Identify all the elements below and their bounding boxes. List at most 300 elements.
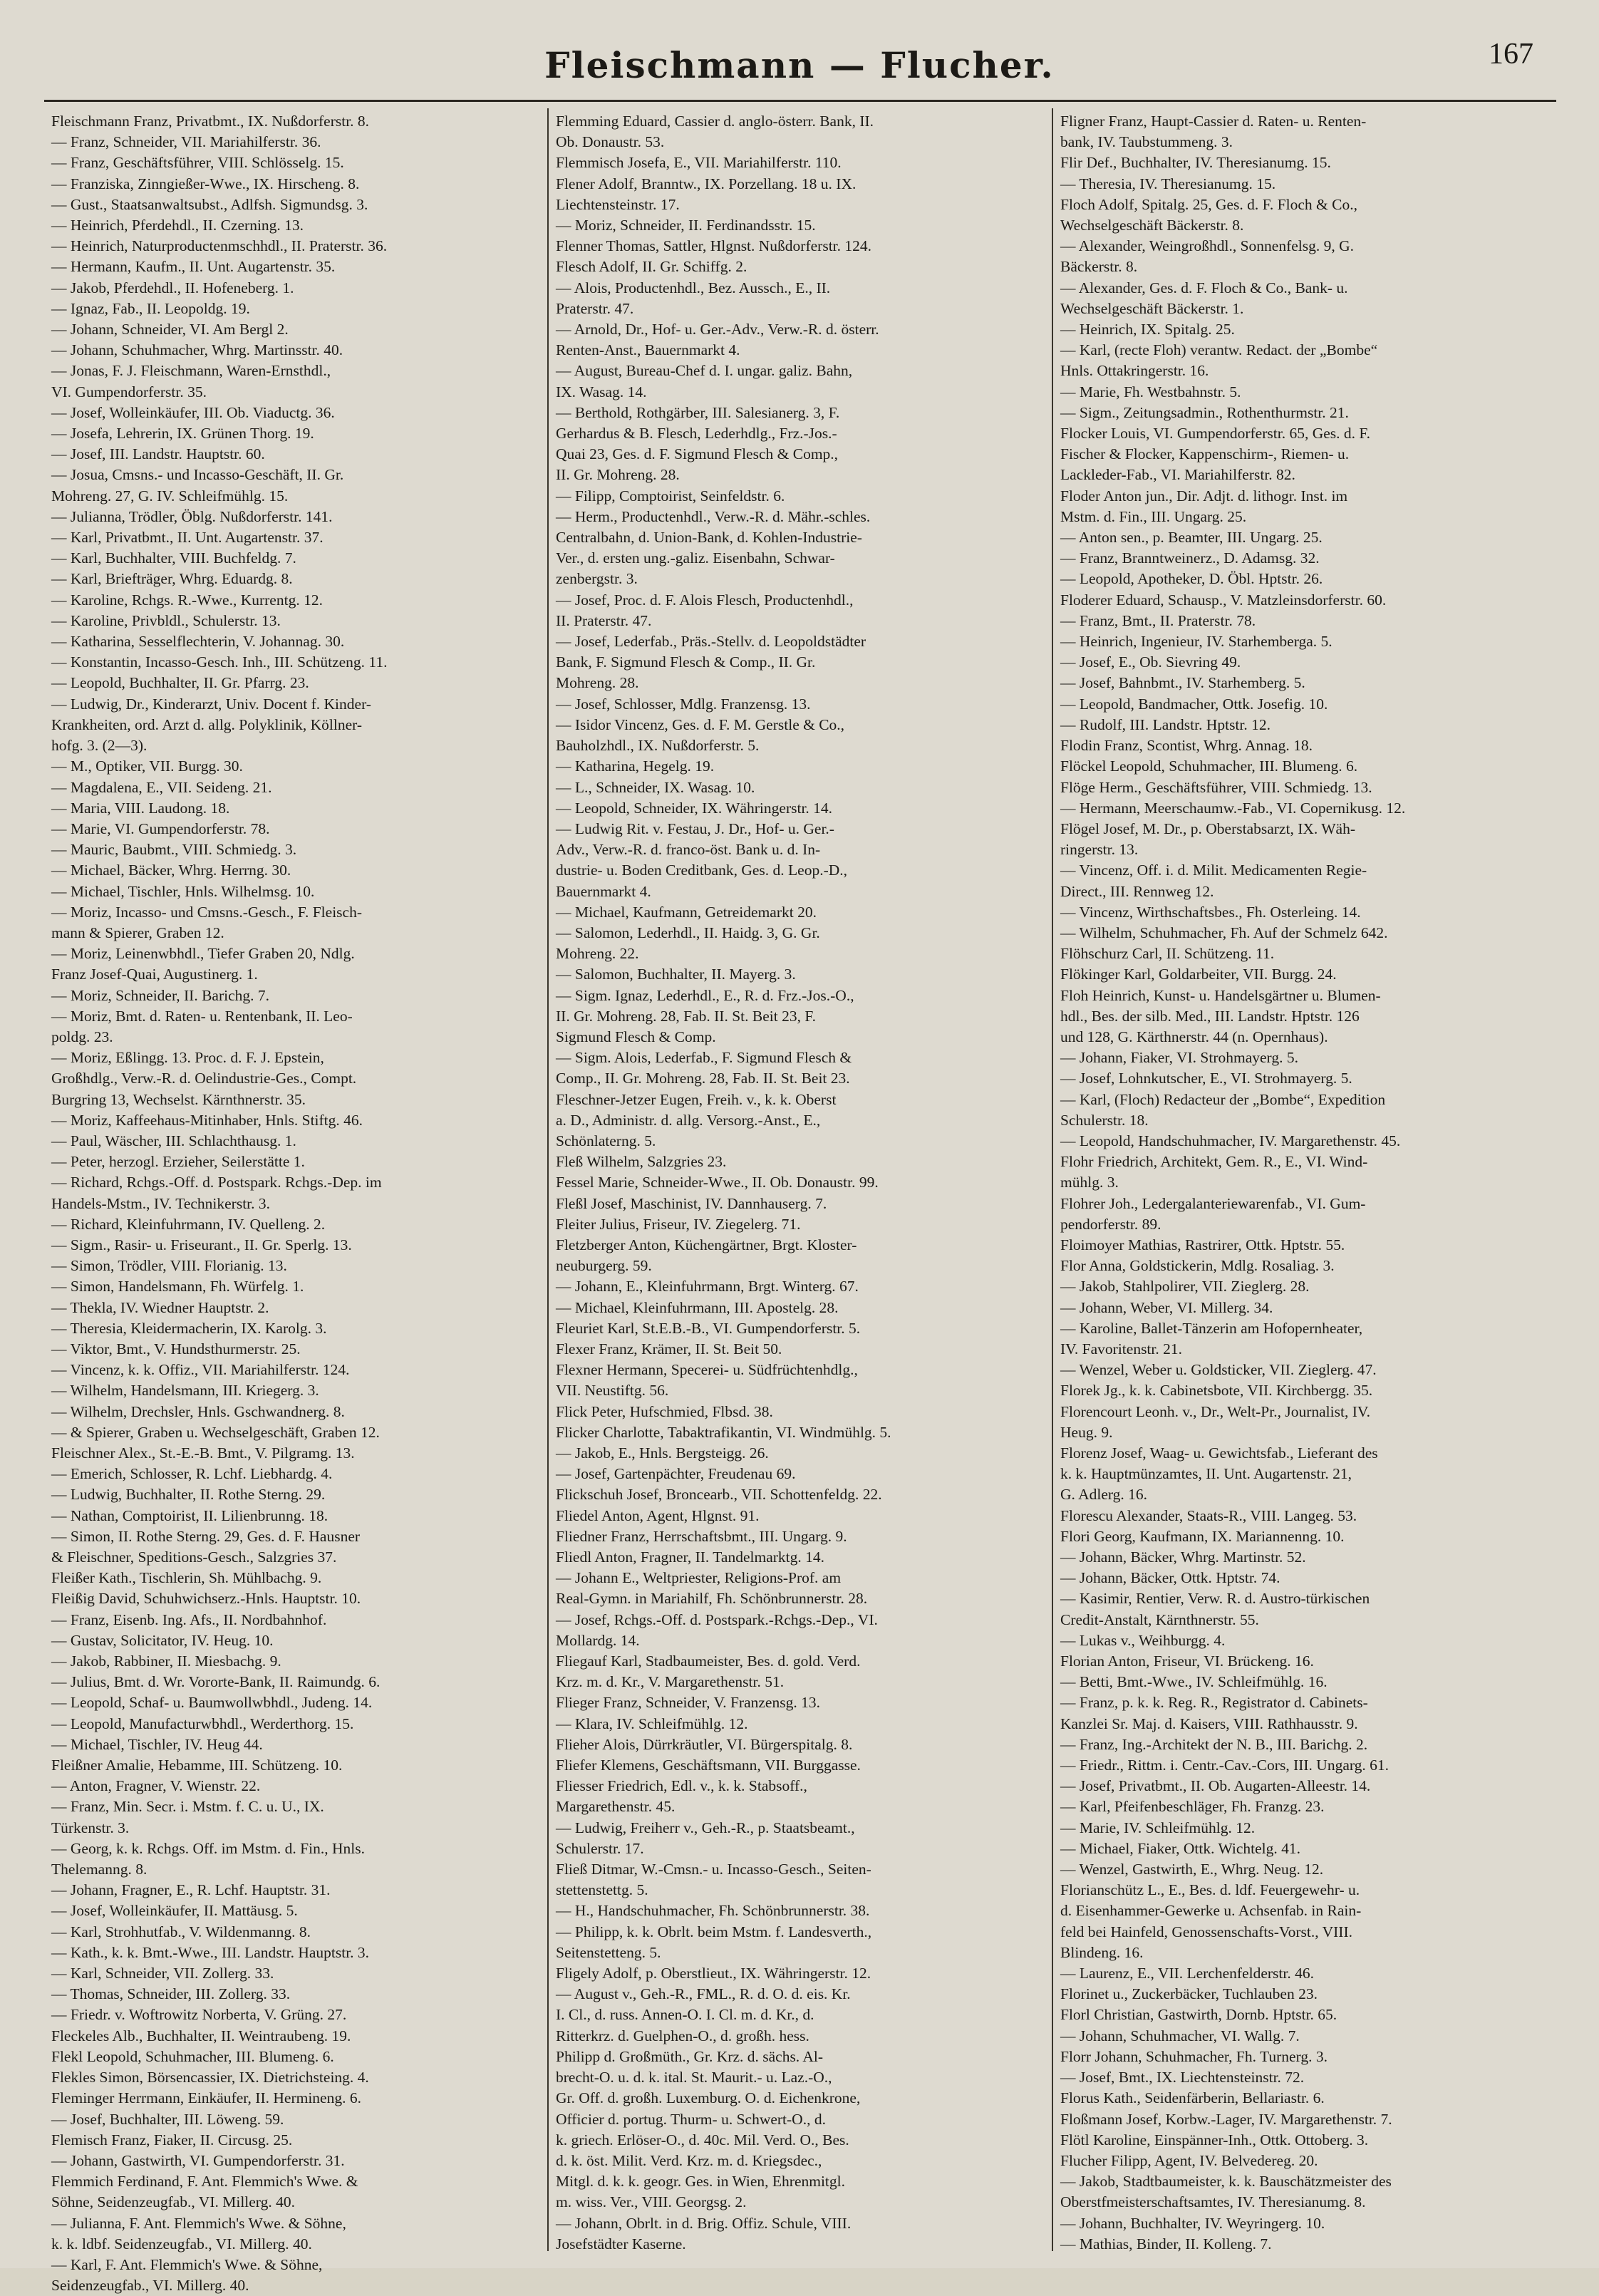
directory-entry-line: Fligely Adolf, p. Oberstlieut., IX. Währingerstr. 12. — [556, 1965, 871, 1982]
directory-entry-line: — Johann, Schuhmacher, VI. Wallg. 7. — [1060, 2027, 1300, 2044]
directory-entry-line: — Wilhelm, Handelsmann, III. Kriegerg. 3. — [51, 1382, 319, 1400]
directory-entry-line: — Jonas, F. J. Fleischmann, Waren-Ernsthdl., — [51, 362, 331, 380]
directory-entry-line: — Lukas v., Weihburgg. 4. — [1060, 1631, 1226, 1649]
directory-entry-line: und 128, G. Kärthnerstr. 44 (n. Opernhaus). — [1060, 1028, 1328, 1045]
directory-entry-line: Fleiter Julius, Friseur, IV. Ziegelerg. 71. — [556, 1215, 801, 1233]
directory-entry-line: — Karl, (recte Floh) verantw. Redact. der „Bombe“ — [1060, 341, 1378, 359]
directory-entry-line: — Julianna, Trödler, Öblg. Nußdorferstr. 141. — [51, 507, 333, 525]
directory-entry-line: — Ludwig, Buchhalter, II. Rothe Sterng. 29. — [51, 1486, 326, 1504]
directory-entry-line: Fleischmann Franz, Privatbmt., IX. Nußdorferstr. 8. — [51, 113, 370, 130]
directory-entry-line: — Salomon, Buchhalter, II. Mayerg. 3. — [556, 966, 796, 983]
directory-entry-line: — Betti, Bmt.-Wwe., IV. Schleifmühlg. 16. — [1060, 1673, 1328, 1691]
directory-entry-line: Adv., Verw.-R. d. franco-öst. Bank u. d. In- — [556, 841, 821, 859]
directory-entry-line: — Leopold, Apotheker, D. Öbl. Hptstr. 26. — [1060, 570, 1323, 588]
directory-entry-line: stettenstettg. 5. — [556, 1881, 648, 1899]
directory-entry-line: d. Eisenhammer-Gewerke u. Achsenfab. in Rain- — [1060, 1902, 1362, 1920]
directory-entry-line: — Karoline, Privbldl., Schulerstr. 13. — [51, 611, 281, 629]
directory-entry-line: Florr Johann, Schuhmacher, Fh. Turnerg. 3. — [1060, 2047, 1328, 2065]
directory-entry-line: — Heinrich, Pferdehdl., II. Czerning. 13. — [51, 217, 304, 234]
directory-entry-line: VI. Gumpendorferstr. 35. — [51, 383, 207, 400]
directory-entry-line: Bank, F. Sigmund Flesch & Comp., II. Gr. — [556, 653, 816, 671]
directory-entry-line: Flesch Adolf, II. Gr. Schiffg. 2. — [556, 258, 747, 276]
directory-entry-line: — Thekla, IV. Wiedner Hauptstr. 2. — [51, 1298, 269, 1316]
directory-entry-line: — Alexander, Weingroßhdl., Sonnenfelsg. 9, G. — [1060, 237, 1355, 255]
directory-entry-line: — Josef, Lohnkutscher, E., VI. Strohmayerg. 5. — [1060, 1070, 1352, 1087]
directory-entry-line: Flemming Eduard, Cassier d. anglo-österr. Bank, II. — [556, 113, 874, 130]
directory-entry-line: Floßmann Josef, Korbw.-Lager, IV. Margarethenstr. 7. — [1060, 2110, 1392, 2128]
directory-entry-line: Real-Gymn. in Mariahilf, Fh. Schönbrunnerstr. 28. — [556, 1590, 868, 1608]
directory-entry-line: Josefstädter Kaserne. — [556, 2235, 686, 2253]
directory-entry-line: — Leopold, Manufacturwbhdl., Werderthorg. 15. — [51, 1715, 354, 1732]
directory-entry-line: Franz Josef-Quai, Augustinerg. 1. — [51, 966, 258, 983]
directory-entry-line: — Josef, E., Ob. Sievring 49. — [1060, 653, 1241, 671]
directory-entry-line: — Nathan, Comptoirist, II. Lilienbrunng. 18. — [51, 1506, 328, 1524]
directory-column-1 — [44, 108, 547, 2295]
directory-entry-line: Fischer & Flocker, Kappenschirm-, Riemen- u. — [1060, 445, 1350, 463]
directory-entry-line: — Johann, Bäcker, Ottk. Hptstr. 74. — [1060, 1569, 1280, 1587]
directory-entry-line: Florenz Josef, Waag- u. Gewichtsfab., Lieferant des — [1060, 1444, 1378, 1462]
directory-entry-line: — Johann, E., Kleinfuhrmann, Brgt. Winterg. 67. — [556, 1278, 859, 1296]
directory-entry-line: — Karoline, Rchgs. R.-Wwe., Kurrentg. 12. — [51, 591, 323, 609]
directory-entry-line: — Friedr., Rittm. i. Centr.-Cav.-Cors, III. Ungarg. 61. — [1060, 1757, 1390, 1774]
directory-entry-line: — Peter, herzogl. Erzieher, Seilerstätte 1. — [51, 1153, 305, 1171]
directory-entry-line: Flexner Hermann, Specerei- u. Südfrüchtenhdlg., — [556, 1361, 858, 1379]
directory-entry-line: — Sigm. Alois, Lederfab., F. Sigmund Flesch & — [556, 1049, 852, 1067]
directory-entry-line: Seitenstetteng. 5. — [556, 1943, 661, 1961]
directory-entry-line: — Moriz, Bmt. d. Raten- u. Rentenbank, II. Leo- — [51, 1007, 353, 1025]
directory-entry-line: Seidenzeugfab., VI. Millerg. 40. — [51, 2277, 249, 2295]
directory-entry-line: Kanzlei Sr. Maj. d. Kaisers, VIII. Rathhausstr. 9. — [1060, 1715, 1358, 1732]
directory-entry-line: Officier d. portug. Thurm- u. Schwert-O., d. — [556, 2110, 826, 2128]
directory-entry-line: — Karoline, Ballet-Tänzerin am Hofopernheater, — [1060, 1319, 1363, 1337]
directory-entry-line: — Moriz, Schneider, II. Ferdinandsstr. 15. — [556, 217, 816, 234]
directory-entry-line: — Filipp, Comptoirist, Seinfeldstr. 6. — [556, 487, 785, 505]
directory-entry-line: — Josefa, Lehrerin, IX. Grünen Thorg. 19. — [51, 425, 314, 443]
directory-entry-line: — Vincenz, Off. i. d. Milit. Medicamenten Regie- — [1060, 862, 1367, 879]
directory-entry-line: — Gustav, Solicitator, IV. Heug. 10. — [51, 1631, 274, 1649]
directory-entry-line: — Anton sen., p. Beamter, III. Ungarg. 25. — [1060, 529, 1323, 547]
directory-entry-line: Liechtensteinstr. 17. — [556, 195, 680, 213]
directory-entry-line: II. Praterstr. 47. — [556, 611, 652, 629]
directory-entry-line: Quai 23, Ges. d. F. Sigmund Flesch & Comp., — [556, 445, 839, 463]
directory-entry-line: Flucher Filipp, Agent, IV. Belvedereg. 20. — [1060, 2151, 1318, 2169]
directory-entry-line: Fließ Ditmar, W.-Cmsn.- u. Incasso-Gesch., Seiten- — [556, 1861, 871, 1878]
directory-entry-line: — H., Handschuhmacher, Fh. Schönbrunnerstr. 38. — [556, 1902, 870, 1920]
directory-entry-line: — Sigm., Zeitungsadmin., Rothenthurmstr. 21. — [1060, 403, 1349, 421]
directory-entry-line: hofg. 3. (2—3). — [51, 737, 148, 755]
directory-entry-line: Flötl Karoline, Einspänner-Inh., Ottk. Ottoberg. 3. — [1060, 2131, 1369, 2148]
directory-entry-line: — Karl, Strohhutfab., V. Wildenmanng. 8. — [51, 1923, 311, 1940]
directory-entry-line: Flöckel Leopold, Schuhmacher, III. Blumeng. 6. — [1060, 757, 1358, 775]
directory-entry-line: Flohrer Joh., Ledergalanteriewarenfab., VI. Gum- — [1060, 1194, 1366, 1212]
directory-entry-line: ringerstr. 13. — [1060, 841, 1139, 859]
directory-entry-line: — Moriz, Kaffeehaus-Mitinhaber, Hnls. Stiftg. 46. — [51, 1111, 363, 1129]
header-rule — [44, 100, 1556, 102]
directory-entry-line: Flickschuh Josef, Broncearb., VII. Schottenfeldg. 22. — [556, 1486, 882, 1504]
directory-entry-line: Florus Kath., Seidenfärberin, Bellariastr. 6. — [1060, 2089, 1325, 2107]
directory-entry-line: — Michael, Tischler, Hnls. Wilhelmsg. 10. — [51, 882, 315, 900]
directory-entry-line: Wechselgeschäft Bäckerstr. 1. — [1060, 299, 1244, 317]
directory-entry-line: Flögel Josef, M. Dr., p. Oberstabsarzt, IX. Wäh- — [1060, 819, 1355, 837]
directory-entry-line: Fleschner-Jetzer Eugen, Freih. v., k. k. Oberst — [556, 1090, 837, 1108]
directory-entry-line: Mitgl. d. k. k. geogr. Ges. in Wien, Ehrenmitgl. — [556, 2173, 846, 2191]
directory-entry-line: Ritterkrz. d. Guelphen-O., d. großh. hess. — [556, 2027, 809, 2044]
directory-entry-line: Flicker Charlotte, Tabaktrafikantin, VI. Windmühlg. 5. — [556, 1423, 891, 1441]
directory-entry-line: — Heinrich, IX. Spitalg. 25. — [1060, 321, 1235, 338]
directory-entry-line: — Kath., k. k. Bmt.-Wwe., III. Landstr. Hauptstr. 3. — [51, 1943, 370, 1961]
directory-entry-line: Florinet u., Zuckerbäcker, Tuchlauben 23. — [1060, 1985, 1318, 2003]
directory-entry-line: Credit-Anstalt, Kärnthnerstr. 55. — [1060, 1610, 1259, 1628]
directory-entry-line: brecht-O. u. d. k. ital. St. Maurit.- u. Laz.-O., — [556, 2069, 832, 2086]
directory-entry-line: a. D., Administr. d. allg. Versorg.-Anst., E., — [556, 1111, 821, 1129]
directory-entry-line: — Alexander, Ges. d. F. Floch & Co., Bank- u. — [1060, 279, 1348, 296]
directory-entry-line: — Johann, Fragner, E., R. Lchf. Hauptstr. 31. — [51, 1881, 331, 1899]
directory-entry-line: Hnls. Ottakringerstr. 16. — [1060, 362, 1209, 380]
directory-entry-line: — Josef, Schlosser, Mdlg. Franzensg. 13. — [556, 695, 811, 713]
directory-entry-line: — L., Schneider, IX. Wasag. 10. — [556, 778, 755, 796]
directory-entry-line: — August, Bureau-Chef d. I. ungar. galiz. Bahn, — [556, 362, 853, 380]
directory-entry-line: — Ludwig, Freiherr v., Geh.-R., p. Staatsbeamt., — [556, 1819, 855, 1836]
directory-entry-line: Bauholzhdl., IX. Nußdorferstr. 5. — [556, 737, 760, 755]
directory-entry-line: Ob. Donaustr. 53. — [556, 133, 665, 151]
directory-entry-line: Blindeng. 16. — [1060, 1943, 1144, 1961]
directory-entry-line: Ver., d. ersten ung.-galiz. Eisenbahn, Schwar- — [556, 549, 835, 567]
directory-entry-line: — Theresia, Kleidermacherin, IX. Karolg. 3. — [51, 1319, 327, 1337]
directory-entry-line: Heug. 9. — [1060, 1423, 1113, 1441]
directory-entry-line: Fleuriet Karl, St.E.B.-B., VI. Gumpendorferstr. 5. — [556, 1319, 861, 1337]
directory-entry-line: Fletzberger Anton, Küchengärtner, Brgt. Kloster- — [556, 1236, 857, 1253]
directory-entry-line: IV. Favoritenstr. 21. — [1060, 1340, 1183, 1358]
directory-entry-line: — Rudolf, III. Landstr. Hptstr. 12. — [1060, 715, 1271, 733]
directory-entry-line: — Josef, Wolleinkäufer, III. Ob. Viaductg. 36. — [51, 403, 335, 421]
directory-entry-line: — Wenzel, Weber u. Goldsticker, VII. Zieglerg. 47. — [1060, 1361, 1377, 1379]
directory-entry-line: Krz. m. d. Kr., V. Margarethenstr. 51. — [556, 1673, 785, 1691]
directory-entry-line: Mohreng. 22. — [556, 945, 639, 963]
directory-entry-line: — Richard, Rchgs.-Off. d. Postspark. Rchgs.-Dep. im — [51, 1174, 382, 1191]
directory-entry-line: G. Adlerg. 16. — [1060, 1486, 1148, 1504]
directory-entry-line: — Moriz, Eßlingg. 13. Proc. d. F. J. Epstein, — [51, 1049, 324, 1067]
directory-entry-line: — Alois, Productenhdl., Bez. Aussch., E., II. — [556, 279, 831, 296]
directory-entry-line: — Sigm., Rasir- u. Friseurant., II. Gr. Sperlg. 13. — [51, 1236, 352, 1253]
directory-entry-line: Flökinger Karl, Goldarbeiter, VII. Burgg. 24. — [1060, 966, 1337, 983]
directory-entry-line: — Julianna, F. Ant. Flemmich's Wwe. & Söhne, — [51, 2214, 346, 2232]
directory-entry-line: — Franz, Eisenb. Ing. Afs., II. Nordbahnhof. — [51, 1610, 327, 1628]
directory-entry-line: Mollardg. 14. — [556, 1631, 640, 1649]
directory-entry-line: Mohreng. 27, G. IV. Schleifmühlg. 15. — [51, 487, 289, 505]
directory-entry-line: — Josef, Rchgs.-Off. d. Postspark.-Rchgs.-Dep., VI. — [556, 1610, 878, 1628]
directory-entry-line: Flodin Franz, Scontist, Whrg. Annag. 18. — [1060, 737, 1313, 755]
directory-entry-line: — Viktor, Bmt., V. Hundsthurmerstr. 25. — [51, 1340, 301, 1358]
directory-entry-line: Flekles Simon, Börsencassier, IX. Dietrichsteing. 4. — [51, 2069, 369, 2086]
directory-entry-line: I. Cl., d. russ. Annen-O. I. Cl. m. d. Kr., d. — [556, 2006, 814, 2024]
directory-entry-line: Florek Jg., k. k. Cabinetsbote, VII. Kirchbergg. 35. — [1060, 1382, 1373, 1400]
directory-entry-line: Fliesser Friedrich, Edl. v., k. k. Stabsoff., — [556, 1777, 807, 1795]
directory-entry-line: II. Gr. Mohreng. 28. — [556, 466, 680, 484]
directory-entry-line: Floder Anton jun., Dir. Adjt. d. lithogr. Inst. im — [1060, 487, 1348, 505]
directory-entry-line: — Josef, Buchhalter, III. Löweng. 59. — [51, 2110, 284, 2128]
directory-entry-line: Florl Christian, Gastwirth, Dornb. Hptstr. 65. — [1060, 2006, 1337, 2024]
directory-entry-line: — Ludwig Rit. v. Festau, J. Dr., Hof- u. Ger.- — [556, 819, 834, 837]
directory-entry-line: k. k. ldbf. Seidenzeugfab., VI. Millerg. 40. — [51, 2235, 312, 2253]
directory-entry-line: Flieher Alois, Dürrkräutler, VI. Bürgerspitalg. 8. — [556, 1735, 853, 1753]
directory-entry-line: Großhdlg., Verw.-R. d. Oelindustrie-Ges., Compt. — [51, 1070, 357, 1087]
directory-entry-line: — Franz, Branntweinerz., D. Adamsg. 32. — [1060, 549, 1320, 567]
directory-entry-line: — Richard, Kleinfuhrmann, IV. Quelleng. 2. — [51, 1215, 326, 1233]
directory-entry-line: — Moriz, Incasso- und Cmsns.-Gesch., F. Fleisch- — [51, 903, 362, 921]
directory-entry-line: Centralbahn, d. Union-Bank, d. Kohlen-Industrie- — [556, 529, 862, 547]
directory-entry-line: & Fleischner, Speditions-Gesch., Salzgries 37. — [51, 1548, 337, 1566]
directory-entry-line: — Michael, Bäcker, Whrg. Herrng. 30. — [51, 862, 291, 879]
directory-entry-line: Fessel Marie, Schneider-Wwe., II. Ob. Donaustr. 99. — [556, 1174, 879, 1191]
page-number: 167 — [1489, 38, 1533, 71]
directory-entry-line: Flener Adolf, Branntw., IX. Porzellang. 18 u. IX. — [556, 175, 857, 192]
directory-entry-line: — Johann, Fiaker, VI. Strohmayerg. 5. — [1060, 1049, 1298, 1067]
directory-entry-line: Handels-Mstm., IV. Technikerstr. 3. — [51, 1194, 271, 1212]
directory-entry-line: — Karl, F. Ant. Flemmich's Wwe. & Söhne, — [51, 2255, 323, 2273]
directory-entry-line: Fliefer Klemens, Geschäftsmann, VII. Burggasse. — [556, 1757, 861, 1774]
directory-entry-line: — Herm., Productenhdl., Verw.-R. d. Mähr.-schles. — [556, 507, 871, 525]
directory-entry-line: — Leopold, Buchhalter, II. Gr. Pfarrg. 23. — [51, 674, 309, 692]
directory-entry-line: — Katharina, Sesselflechterin, V. Johannag. 30. — [51, 633, 345, 651]
directory-entry-line: Fliedel Anton, Agent, Hlgnst. 91. — [556, 1506, 760, 1524]
directory-entry-line: — & Spierer, Graben u. Wechselgeschäft, Graben 12. — [51, 1423, 380, 1441]
directory-entry-line: Schulerstr. 17. — [556, 1839, 644, 1857]
directory-entry-line: — Wenzel, Gastwirth, E., Whrg. Neug. 12. — [1060, 1861, 1324, 1878]
directory-entry-line: — Johann, Weber, VI. Millerg. 34. — [1060, 1298, 1273, 1316]
directory-entry-line: — Michael, Kaufmann, Getreidemarkt 20. — [556, 903, 817, 921]
directory-entry-line: hdl., Bes. der silb. Med., III. Landstr. Hptstr. 126 — [1060, 1007, 1360, 1025]
directory-entry-line: Florencourt Leonh. v., Dr., Welt-Pr., Journalist, IV. — [1060, 1402, 1370, 1420]
directory-entry-line: — Franz, Min. Secr. i. Mstm. f. C. u. U., IX. — [51, 1798, 324, 1816]
directory-entry-line: zenbergstr. 3. — [556, 570, 638, 588]
directory-entry-line: — Anton, Fragner, V. Wienstr. 22. — [51, 1777, 261, 1795]
directory-entry-line: — Jakob, Rabbiner, II. Miesbachg. 9. — [51, 1653, 281, 1670]
directory-entry-line: — Klara, IV. Schleifmühlg. 12. — [556, 1715, 748, 1732]
directory-entry-line: — August v., Geh.-R., FML., R. d. O. d. eis. Kr. — [556, 1985, 851, 2003]
directory-entry-line: — Jakob, Stahlpolirer, VII. Zieglerg. 28. — [1060, 1278, 1310, 1296]
directory-entry-line: Flemmich Ferdinand, F. Ant. Flemmich's Wwe. & — [51, 2173, 358, 2191]
directory-entry-line: Flemmisch Josefa, E., VII. Mariahilferstr. 110. — [556, 154, 842, 172]
directory-entry-line: — Johann, Obrlt. in d. Brig. Offiz. Schule, VIII. — [556, 2214, 852, 2232]
directory-entry-line: Schönlaterng. 5. — [556, 1132, 656, 1149]
directory-entry-line: Fleißig David, Schuhwichserz.-Hnls. Hauptstr. 10. — [51, 1590, 361, 1608]
directory-entry-line: — Josef, Lederfab., Präs.-Stellv. d. Leopoldstädter — [556, 633, 866, 651]
directory-entry-line: — Wilhelm, Schuhmacher, Fh. Auf der Schmelz 642. — [1060, 924, 1388, 941]
directory-entry-line: — Heinrich, Naturproductenmschhdl., II. Praterstr. 36. — [51, 237, 388, 255]
directory-entry-line: Flexer Franz, Krämer, II. St. Beit 50. — [556, 1340, 782, 1358]
directory-entry-line: Fleminger Herrmann, Einkäufer, II. Hermineng. 6. — [51, 2089, 361, 2107]
directory-entry-line: — Vincenz, k. k. Offiz., VII. Mariahilferstr. 124. — [51, 1361, 350, 1379]
directory-entry-line: Bauernmarkt 4. — [556, 882, 651, 900]
directory-entry-line: — Philipp, k. k. Obrlt. beim Mstm. f. Landesverth., — [556, 1923, 872, 1940]
directory-entry-line: — Leopold, Handschuhmacher, IV. Margarethenstr. 45. — [1060, 1132, 1401, 1149]
directory-entry-line: — Emerich, Schlosser, R. Lchf. Liebhardg. 4. — [51, 1465, 333, 1483]
directory-entry-line: Philipp d. Großmüth., Gr. Krz. d. sächs. Al- — [556, 2047, 824, 2065]
directory-entry-line: — Simon, II. Rothe Sterng. 29, Ges. d. F. Hausner — [51, 1527, 361, 1545]
directory-entry-line: — Franz, Bmt., II. Praterstr. 78. — [1060, 611, 1256, 629]
directory-entry-line: — Gust., Staatsanwaltsubst., Adlfsh. Sigmundsg. 3. — [51, 195, 368, 213]
directory-entry-line: — Moriz, Leinenwbhdl., Tiefer Graben 20, Ndlg. — [51, 945, 355, 963]
directory-entry-line: Flemisch Franz, Fiaker, II. Circusg. 25. — [51, 2131, 293, 2148]
directory-entry-line: Florian Anton, Friseur, VI. Brückeng. 16. — [1060, 1653, 1314, 1670]
directory-entry-line: — Josef, Bahnbmt., IV. Starhemberg. 5. — [1060, 674, 1305, 692]
directory-entry-line: — Johann E., Weltpriester, Religions-Prof. am — [556, 1569, 842, 1587]
directory-entry-line: Flick Peter, Hufschmied, Flbsd. 38. — [556, 1402, 773, 1420]
directory-entry-line: Flir Def., Buchhalter, IV. Theresianumg. 15. — [1060, 154, 1331, 172]
directory-entry-line: pendorferstr. 89. — [1060, 1215, 1161, 1233]
directory-entry-line: — Leopold, Schaf- u. Baumwollwbhdl., Judeng. 14. — [51, 1694, 373, 1712]
directory-entry-line: — Josef, III. Landstr. Hauptstr. 60. — [51, 445, 265, 463]
directory-entry-line: — Karl, Privatbmt., II. Unt. Augartenstr. 37. — [51, 529, 324, 547]
directory-entry-line: — Franz, p. k. k. Reg. R., Registrator d. Cabinets- — [1060, 1694, 1368, 1712]
directory-entry-line: — Franz, Geschäftsführer, VIII. Schlösselg. 15. — [51, 154, 344, 172]
directory-entry-line: — Georg, k. k. Rchgs. Off. im Mstm. d. Fin., Hnls. — [51, 1839, 365, 1857]
directory-entry-line: Fleß Wilhelm, Salzgries 23. — [556, 1153, 727, 1171]
directory-entry-line: k. k. Hauptmünzamtes, II. Unt. Augartenstr. 21, — [1060, 1465, 1352, 1483]
directory-entry-line: — Johann, Bäcker, Whrg. Martinstr. 52. — [1060, 1548, 1306, 1566]
directory-entry-line: Floimoyer Mathias, Rastrirer, Ottk. Hptstr. 55. — [1060, 1236, 1345, 1253]
directory-entry-line: — Michael, Fiaker, Ottk. Wichtelg. 41. — [1060, 1839, 1301, 1857]
directory-entry-line: Floch Adolf, Spitalg. 25, Ges. d. F. Floch & Co., — [1060, 195, 1357, 213]
directory-entry-line: Renten-Anst., Bauernmarkt 4. — [556, 341, 740, 359]
directory-entry-line: Fleißer Kath., Tischlerin, Sh. Mühlbachg. 9. — [51, 1569, 322, 1587]
directory-entry-line: Flieger Franz, Schneider, V. Franzensg. 13. — [556, 1694, 820, 1712]
directory-entry-line: Oberstfmeisterschaftsamtes, IV. Theresianumg. 8. — [1060, 2193, 1366, 2211]
directory-entry-line: Söhne, Seidenzeugfab., VI. Millerg. 40. — [51, 2193, 295, 2211]
directory-entry-line: Sigmund Flesch & Comp. — [556, 1028, 716, 1045]
directory-entry-line: — Marie, IV. Schleifmühlg. 12. — [1060, 1819, 1256, 1836]
directory-entry-line: Fleißner Amalie, Hebamme, III. Schützeng. 10. — [51, 1757, 343, 1774]
directory-entry-line: — Paul, Wäscher, III. Schlachthausg. 1. — [51, 1132, 296, 1149]
directory-entry-line: — Josef, Proc. d. F. Alois Flesch, Productenhdl., — [556, 591, 854, 609]
directory-entry-line: — Josef, Gartenpächter, Freudenau 69. — [556, 1465, 796, 1483]
directory-entry-line: Flenner Thomas, Sattler, Hlgnst. Nußdorferstr. 124. — [556, 237, 872, 255]
directory-entry-line: Gerhardus & B. Flesch, Lederhdlg., Frz.-Jos.- — [556, 425, 837, 443]
directory-entry-line: — Salomon, Lederhdl., II. Haidg. 3, G. Gr. — [556, 924, 820, 941]
directory-entry-line: Flori Georg, Kaufmann, IX. Mariannenng. 10. — [1060, 1527, 1345, 1545]
directory-entry-line: — Katharina, Hegelg. 19. — [556, 757, 715, 775]
directory-entry-line: Florescu Alexander, Staats-R., VIII. Langeg. 53. — [1060, 1506, 1357, 1524]
directory-entry-line: Fleischner Alex., St.-E.-B. Bmt., V. Pilgramg. 13. — [51, 1444, 355, 1462]
directory-entry-line: Schulerstr. 18. — [1060, 1111, 1149, 1129]
directory-entry-line: Burgring 13, Wechselst. Kärnthnerstr. 35. — [51, 1090, 306, 1108]
directory-entry-line: — Mauric, Baubmt., VIII. Schmiedg. 3. — [51, 841, 297, 859]
page-header — [0, 29, 1599, 107]
directory-columns — [44, 108, 1556, 2295]
directory-entry-line: neuburgerg. 59. — [556, 1257, 652, 1275]
directory-entry-line: — Leopold, Schneider, IX. Währingerstr. 14. — [556, 799, 833, 817]
directory-entry-line: — Franz, Schneider, VII. Mariahilferstr. 36. — [51, 133, 321, 151]
directory-entry-line: Fliedl Anton, Fragner, II. Tandelmarktg. 14. — [556, 1548, 825, 1566]
directory-entry-line: — Julius, Bmt. d. Wr. Vororte-Bank, II. Raimundg. 6. — [51, 1673, 381, 1691]
directory-entry-line: — Hermann, Meerschaumw.-Fab., VI. Copernikusg. 12. — [1060, 799, 1406, 817]
directory-entry-line: — Friedr. v. Woftrowitz Norberta, V. Grüng. 27. — [51, 2006, 347, 2024]
directory-entry-line: — Johann, Schuhmacher, Whrg. Martinsstr. 40. — [51, 341, 343, 359]
directory-entry-line: — Arnold, Dr., Hof- u. Ger.-Adv., Verw.-R. d. österr. — [556, 321, 879, 338]
directory-entry-line: — Simon, Trödler, VIII. Florianig. 13. — [51, 1257, 287, 1275]
directory-entry-line: m. wiss. Ver., VIII. Georgsg. 2. — [556, 2193, 747, 2211]
directory-entry-line: — Ludwig, Dr., Kinderarzt, Univ. Docent f. Kinder- — [51, 695, 371, 713]
directory-entry-line: feld bei Hainfeld, Genossenschafts-Vorst., VIII. — [1060, 1923, 1352, 1940]
directory-entry-line: — Johann, Schneider, VI. Am Bergl 2. — [51, 321, 289, 338]
directory-entry-line: — Mathias, Binder, II. Kolleng. 7. — [1060, 2235, 1272, 2253]
directory-entry-line: — Simon, Handelsmann, Fh. Würfelg. 1. — [51, 1278, 304, 1296]
directory-entry-line: mühlg. 3. — [1060, 1174, 1119, 1191]
directory-entry-line: — Vincenz, Wirthschaftsbes., Fh. Osterleing. 14. — [1060, 903, 1361, 921]
directory-entry-line: — Johann, Buchhalter, IV. Weyringerg. 10. — [1060, 2214, 1325, 2232]
directory-entry-line: Comp., II. Gr. Mohreng. 28, Fab. II. St. Beit 23. — [556, 1070, 850, 1087]
directory-entry-line: — Marie, VI. Gumpendorferstr. 78. — [51, 819, 270, 837]
directory-entry-line: — Josef, Wolleinkäufer, II. Mattäusg. 5. — [51, 1902, 298, 1920]
directory-entry-line: — Karl, (Floch) Redacteur der „Bombe“, Expedition — [1060, 1090, 1386, 1108]
directory-entry-line: — Magdalena, E., VII. Seideng. 21. — [51, 778, 272, 796]
directory-entry-line: — Jakob, Stadtbaumeister, k. k. Bauschätzmeister des — [1060, 2173, 1392, 2191]
directory-entry-line: — Thomas, Schneider, III. Zollerg. 33. — [51, 1985, 291, 2003]
directory-entry-line: Thelemanng. 8. — [51, 1861, 148, 1878]
directory-entry-line: — Moriz, Schneider, II. Barichg. 7. — [51, 986, 270, 1004]
directory-entry-line: Flor Anna, Goldstickerin, Mdlg. Rosaliag. 3. — [1060, 1257, 1335, 1275]
directory-entry-line: — Josua, Cmsns.- und Incasso-Geschäft, II. Gr. — [51, 466, 344, 484]
directory-entry-line: — Jakob, E., Hnls. Bergsteigg. 26. — [556, 1444, 769, 1462]
directory-entry-line: Flekl Leopold, Schuhmacher, III. Blumeng. 6. — [51, 2047, 334, 2065]
directory-entry-line: — Franz, Ing.-Architekt der N. B., III. Barichg. 2. — [1060, 1735, 1368, 1753]
directory-entry-line: Lackleder-Fab., VI. Mariahilferstr. 82. — [1060, 466, 1295, 484]
directory-entry-line: poldg. 23. — [51, 1028, 113, 1045]
directory-entry-line: Fliegauf Karl, Stadbaumeister, Bes. d. gold. Verd. — [556, 1653, 861, 1670]
directory-column-3 — [1052, 108, 1556, 2251]
directory-entry-line: Margarethenstr. 45. — [556, 1798, 676, 1816]
directory-entry-line: Direct., III. Rennweg 12. — [1060, 882, 1214, 900]
directory-entry-line: Mstm. d. Fin., III. Ungarg. 25. — [1060, 507, 1247, 525]
directory-entry-line: — Leopold, Bandmacher, Ottk. Josefig. 10. — [1060, 695, 1328, 713]
directory-entry-line: — Heinrich, Ingenieur, IV. Starhemberga. 5. — [1060, 633, 1332, 651]
directory-entry-line: Fleßl Josef, Maschinist, IV. Dannhauserg. 7. — [556, 1194, 827, 1212]
directory-entry-line: Floderer Eduard, Schausp., V. Matzleinsdorferstr. 60. — [1060, 591, 1387, 609]
directory-entry-line: — Michael, Kleinfuhrmann, III. Apostelg. 28. — [556, 1298, 839, 1316]
directory-entry-line: — Maria, VIII. Laudong. 18. — [51, 799, 230, 817]
directory-entry-line: — Ignaz, Fab., II. Leopoldg. 19. — [51, 299, 250, 317]
directory-entry-line: — Hermann, Kaufm., II. Unt. Augartenstr. 35. — [51, 258, 336, 276]
directory-entry-line: Mohreng. 28. — [556, 674, 639, 692]
directory-entry-line: — Jakob, Pferdehdl., II. Hofeneberg. 1. — [51, 279, 294, 296]
directory-entry-line: mann & Spierer, Graben 12. — [51, 924, 224, 941]
directory-entry-line: — Theresia, IV. Theresianumg. 15. — [1060, 175, 1276, 192]
directory-entry-line: — Johann, Gastwirth, VI. Gumpendorferstr. 31. — [51, 2151, 345, 2169]
directory-entry-line: bank, IV. Taubstummeng. 3. — [1060, 133, 1233, 151]
directory-entry-line: Flöge Herm., Geschäftsführer, VIII. Schmiedg. 13. — [1060, 778, 1372, 796]
directory-entry-line: Floh Heinrich, Kunst- u. Handelsgärtner u. Blumen- — [1060, 986, 1381, 1004]
directory-entry-line: Krankheiten, ord. Arzt d. allg. Polyklinik, Köllner- — [51, 715, 363, 733]
directory-entry-line: — Kasimir, Rentier, Verw. R. d. Austro-türkischen — [1060, 1590, 1370, 1608]
directory-entry-line: — Wilhelm, Drechsler, Hnls. Gschwandnerg. 8. — [51, 1402, 345, 1420]
directory-entry-line: Flöhschurz Carl, II. Schützeng. 11. — [1060, 945, 1275, 963]
directory-entry-line: dustrie- u. Boden Creditbank, Ges. d. Leop.-D., — [556, 862, 848, 879]
directory-entry-line: — Isidor Vincenz, Ges. d. F. M. Gerstle & Co., — [556, 715, 845, 733]
directory-entry-line: — Josef, Privatbmt., II. Ob. Augarten-Alleestr. 14. — [1060, 1777, 1371, 1795]
directory-entry-line: — Sigm. Ignaz, Lederhdl., E., R. d. Frz.-Jos.-O., — [556, 986, 854, 1004]
directory-entry-line: — M., Optiker, VII. Burgg. 30. — [51, 757, 243, 775]
directory-entry-line: — Berthold, Rothgärber, III. Salesianerg. 3, F. — [556, 403, 840, 421]
directory-entry-line: k. griech. Erlöser-O., d. 40c. Mil. Verd. O., Bes. — [556, 2131, 849, 2148]
directory-entry-line: — Laurenz, E., VII. Lerchenfelderstr. 46. — [1060, 1965, 1314, 1982]
directory-entry-line: — Josef, Bmt., IX. Liechtensteinstr. 72. — [1060, 2069, 1305, 2086]
directory-entry-line: — Karl, Briefträger, Whrg. Eduardg. 8. — [51, 570, 293, 588]
directory-entry-line: II. Gr. Mohreng. 28, Fab. II. St. Beit 23, F. — [556, 1007, 816, 1025]
directory-entry-line: Türkenstr. 3. — [51, 1819, 130, 1836]
directory-entry-line: Praterstr. 47. — [556, 299, 634, 317]
directory-entry-line: Florianschütz L., E., Bes. d. ldf. Feuergewehr- u. — [1060, 1881, 1360, 1899]
directory-entry-line: — Karl, Buchhalter, VIII. Buchfeldg. 7. — [51, 549, 296, 567]
